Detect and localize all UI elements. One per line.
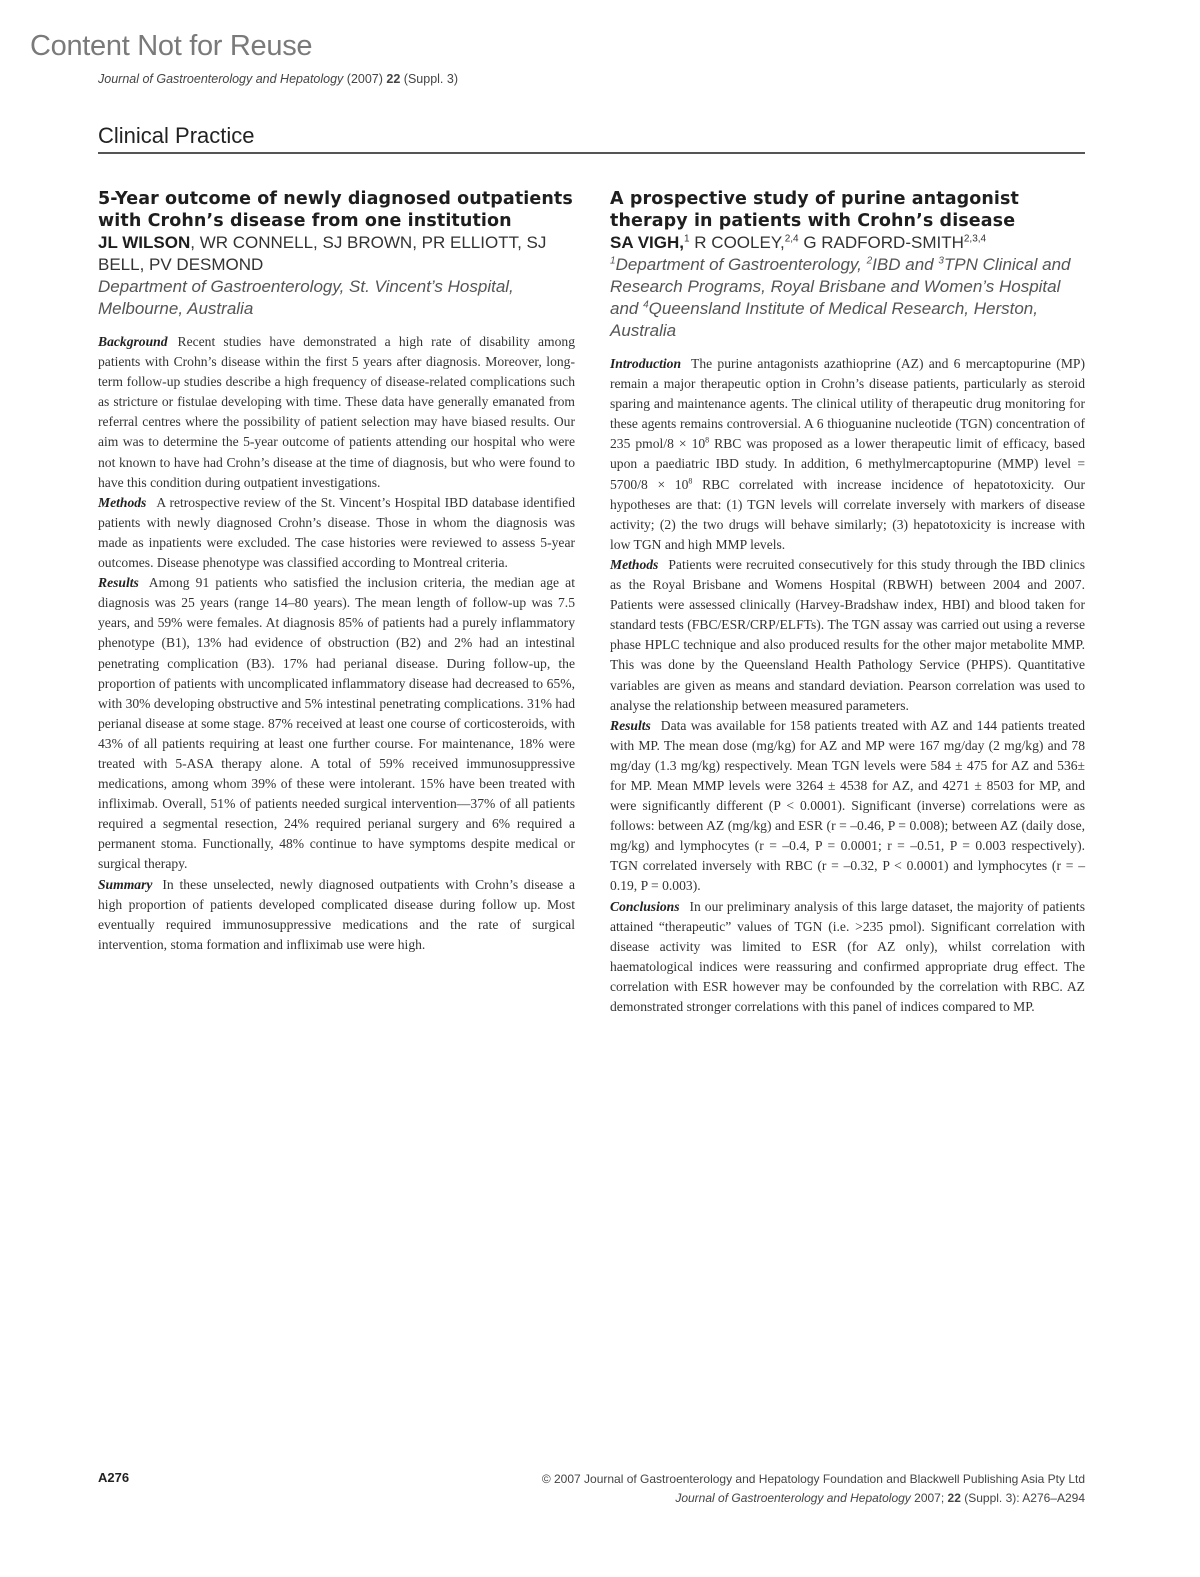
watermark-text: Content Not for Reuse bbox=[30, 30, 313, 62]
abstract-section-methods bbox=[98, 493, 575, 573]
citation-line bbox=[542, 1489, 1085, 1508]
section-text: Data was available for 158 patients treated with AZ and 144 patients treated with MP. The mean dose (mg/kg) for AZ and MP were 167 mg/day (2 mg/kg) and 78 mg/day (1.3 mg/kg) respectively. Mean TGN levels were 584 ± 475 for AZ and 536± for MP. Mean MMP levels were 3264 ± 4538 for AZ, and 4271 ± 8503 for MP, and were significantly different (P < 0.0001). Significant (inverse) correlations were as follows: between AZ (mg/kg) and ESR (r = –0.46, P = 0.008); between AZ (daily dose, mg/kg) and lymphocytes (r = –0.4, P = 0.0001; r = –0.51, P = 0.003 respectively). TGN correlated inversely with RBC (r = –0.32, P < 0.0001) and lymphocytes (r = –0.19, P = 0.003). bbox=[610, 717, 1085, 894]
journal-supplement: (Suppl. 3) bbox=[403, 72, 458, 86]
author-name: R COOLEY, bbox=[694, 233, 785, 252]
journal-header bbox=[98, 72, 458, 86]
affiliation-text: TPN Clinical and Research Programs, Royal Brisbane and Women’s Hospital and bbox=[610, 255, 1071, 318]
affiliation-mark: 3 bbox=[938, 255, 944, 267]
article-right bbox=[610, 188, 1085, 1017]
affiliation-text: IBD and bbox=[872, 255, 939, 274]
copyright-notice: © 2007 Journal of Gastroenterology and Hepatology Foundation and Blackwell Publishing Asia Pty Ltd bbox=[541, 1472, 1085, 1486]
affiliation-text: Department of Gastroenterology, bbox=[615, 255, 867, 274]
journal-name: Journal of Gastroenterology and Hepatology bbox=[98, 72, 344, 86]
section-text: The purine antagonists azathioprine (AZ) and 6 mercaptopurine (MP) remain a major therapeutic option in Crohn’s disease patients, particularly as steroid sparing and maintenance agents. The clinical utility of therapeutic drug monitoring for these agents remains controversial. A 6 thioguanine nucleotide (TGN) concentration of 235 pmol/8 × 10 bbox=[610, 356, 1085, 452]
abstract-section-conclusions bbox=[610, 897, 1085, 1018]
author-name: G RADFORD-SMITH bbox=[803, 233, 964, 252]
lead-author: JL WILSON bbox=[98, 233, 191, 252]
journal-year: (2007) bbox=[346, 72, 383, 86]
citation-volume: 22 bbox=[947, 1491, 961, 1505]
author-affiliation-mark: 2,4 bbox=[784, 233, 799, 245]
section-label: Methods bbox=[98, 494, 147, 510]
section-title: Clinical Practice bbox=[98, 123, 1085, 154]
affiliation-mark: 2 bbox=[866, 255, 873, 267]
citation-year: 2007; bbox=[914, 1491, 945, 1505]
exponent: 8 bbox=[705, 435, 710, 445]
section-label: Results bbox=[610, 717, 651, 733]
author-list bbox=[98, 232, 575, 276]
affiliation-mark: 1 bbox=[610, 255, 616, 267]
abstract-section-summary bbox=[98, 875, 575, 955]
section-text: RBC was proposed as a lower therapeutic limit of efficacy, based upon a paediatric IBD study. In addition, 6 methylmercaptopurine (MMP) level = 5700/8 × 10 bbox=[610, 436, 1085, 492]
author-list bbox=[610, 232, 1085, 254]
citation-journal: Journal of Gastroenterology and Hepatology bbox=[675, 1491, 911, 1505]
section-text: In these unselected, newly diagnosed outpatients with Crohn’s disease a high proportion of patients developed complicated disease during follow up. Most eventually required immunosuppressive medications and the rate of surgical intervention, stoma formation and infliximab use were high. bbox=[98, 876, 575, 952]
section-text: Recent studies have demonstrated a high rate of disability among patients with Crohn’s disease within the first 5 years after diagnosis. Moreover, long-term follow-up studies describe a high frequency of disease-related complications such as stricture or fistulae developing with time. These data have generally emanated from referral centres where the possibility of patient selection may have biased results. Our aim was to determine the 5-year outcome of patients attending our hospital who were not known to have had Crohn’s disease at the time of diagnosis, but who were found to have this condition during outpatient investigations. bbox=[98, 334, 575, 490]
section-label: Methods bbox=[610, 556, 659, 572]
section-text: In our preliminary analysis of this large dataset, the majority of patients attained “therapeutic” values of TGN (i.e. >235 pmol). Significant correlation with disease activity was limited to ESR (for AZ only), whilst correlation with haematological indices were reassuring and confirmed appropriate drug effect. The correlation with ESR however may be confounded by the correlation with RBC. AZ demonstrated stronger correlations with this panel of indices compared to MP. bbox=[610, 898, 1085, 1014]
citation-pages: (Suppl. 3): A276–A294 bbox=[964, 1491, 1085, 1505]
affiliation-mark: 4 bbox=[643, 299, 649, 311]
affiliation: Department of Gastroenterology, St. Vincent’s Hospital, Melbourne, Australia bbox=[98, 277, 514, 318]
affiliation bbox=[610, 254, 1085, 342]
article-title: A prospective study of purine antagonist therapy in patients with Crohn’s disease bbox=[610, 189, 1019, 231]
abstract-body bbox=[610, 354, 1085, 1017]
section-text: Among 91 patients who satisfied the inclusion criteria, the median age at diagnosis was 25 years (range 14–80 years). The mean length of follow-up was 7.5 years, and 59% were females. At diagnosis 85% of patients had a purely inflammatory phenotype (B1), 13% had evidence of obstruction (B2) and 2% had an intestinal penetrating complication (B3). 17% had perianal disease. During follow-up, the proportion of patients with uncomplicated inflammatory disease had decreased to 65%, with 30% developing obstructive and 5% intestinal penetrating complications. 31% had perianal disease at some stage. 87% received at least one course of corticosteroids, with 43% of all patients requiring at least one further course. For maintenance, 18% were treated with 5-ASA therapy alone. A total of 59% received immunosuppressive medications, among whom 39% of these were intolerant. 15% have been treated with infliximab. Overall, 51% of patients needed surgical intervention—37% of all patients required a segmental resection, 24% required perianal surgery and 6% required a permanent stoma. Functionally, 48% continue to have symptoms despite medical or surgical therapy. bbox=[98, 575, 575, 872]
abstract-section-introduction bbox=[610, 354, 1085, 555]
abstract-section-background bbox=[98, 332, 575, 493]
article-left bbox=[98, 188, 575, 955]
abstract-section-results bbox=[98, 573, 575, 874]
author-affiliation-mark: 2,3,4 bbox=[963, 233, 987, 245]
section-label: Results bbox=[98, 575, 139, 591]
section-label: Conclusions bbox=[610, 898, 680, 914]
journal-volume: 22 bbox=[386, 72, 401, 86]
section-label: Introduction bbox=[610, 356, 682, 371]
other-authors: , WR CONNELL, SJ BROWN, PR ELLIOTT, SJ BELL, PV DESMOND bbox=[98, 233, 547, 274]
footer-citation bbox=[542, 1470, 1085, 1508]
abstract-section-methods bbox=[610, 555, 1085, 716]
author-name: SA VIGH, bbox=[610, 233, 684, 252]
section-label: Summary bbox=[98, 876, 153, 892]
abstract-section-results bbox=[610, 716, 1085, 897]
section-text: A retrospective review of the St. Vincent’s Hospital IBD database identified patients with newly diagnosed Crohn’s disease. Those in whom the diagnosis was made as inpatients were excluded. The case histories were reviewed to assess 5-year outcomes. Disease phenotype was classified according to Montreal criteria. bbox=[98, 494, 575, 571]
article-title: 5-Year outcome of newly diagnosed outpatients with Crohn’s disease from one institution bbox=[98, 189, 573, 231]
abstract-body bbox=[98, 332, 575, 955]
exponent: 8 bbox=[688, 476, 693, 486]
section-label: Background bbox=[98, 334, 168, 349]
author-affiliation-mark: 1 bbox=[684, 233, 690, 245]
section-text: Patients were recruited consecutively for this study through the IBD clinics as the Royal Brisbane and Womens Hospital (RBWH) between 2004 and 2007. Patients were assessed clinically (Harvey-Bradshaw index, HBI) and blood taken for standard tests (FBC/ESR/CRP/ELFTs). The TGN assay was carried out using a reverse phase HPLC technique and also produced results for the other major metabolite MMP. This was done by the Queensland Health Pathology Service (PHPS). Quantitative variables are given as means and standard deviation. Pearson correlation was used to analyse the relationship between measured parameters. bbox=[610, 556, 1085, 713]
section-text: RBC correlated with increase incidence of hepatotoxicity. Our hypotheses are that: (1) TGN levels will correlate inversely with markers of disease activity; (2) the two drugs will behave similarly; (3) hepatotoxicity is increase with low TGN and high MMP levels. bbox=[610, 476, 1085, 552]
affiliation-text: Queensland Institute of Medical Research, Herston, Australia bbox=[610, 299, 1038, 340]
page-number: A276 bbox=[98, 1470, 130, 1485]
